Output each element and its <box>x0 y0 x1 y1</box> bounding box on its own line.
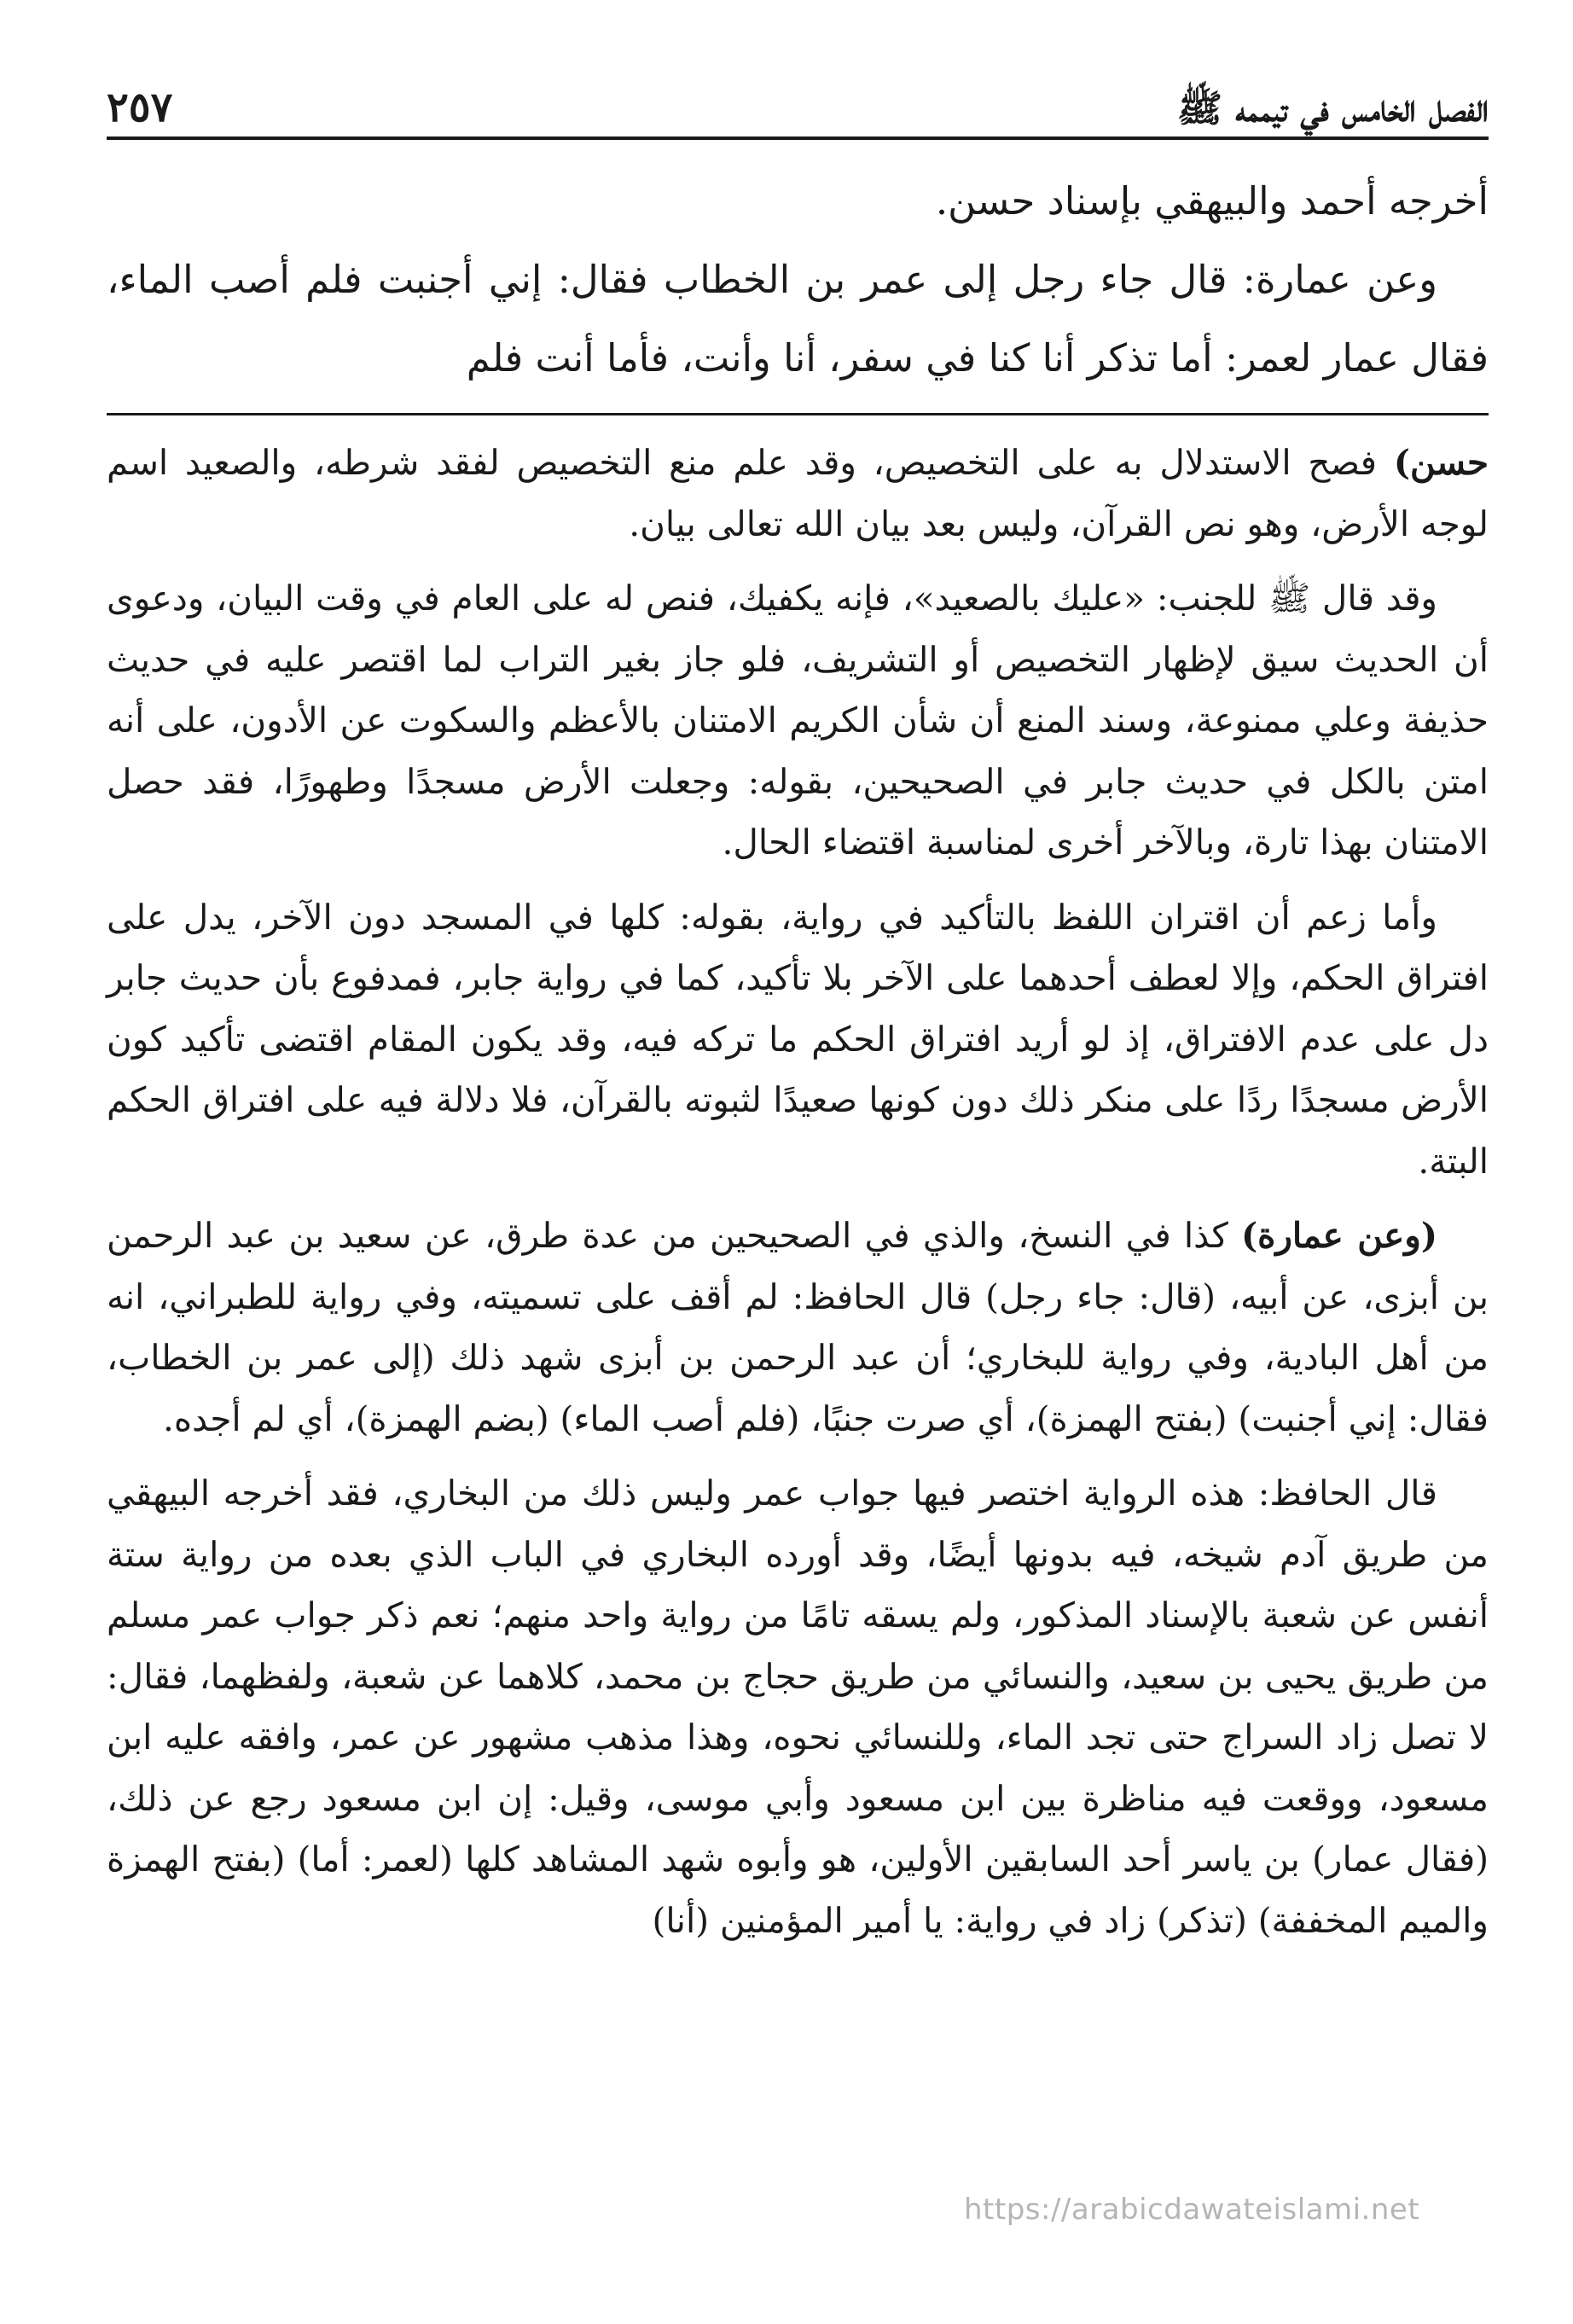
commentary-lead: حسن) <box>1393 442 1489 483</box>
book-page <box>107 60 1489 1965</box>
footnote-separator <box>107 413 1489 415</box>
main-paragraph: وعن عمارة: قال جاء رجل إلى عمر بن الخطاب فقال: إني أجنبت فلم أصب الماء، فقال عمار لعمر: أما تذكر أنا كنا في سفر، أنا وأنت، فأما أنت فلم <box>107 257 1489 381</box>
main-text <box>107 162 1489 398</box>
commentary-text: قال الحافظ: هذه الرواية اختصر فيها جواب عمر وليس ذلك من البخاري، فقد أخرجه البيهقي من طريق آدم شيخه، فيه بدونها أيضًا، وقد أورده البخاري في الباب الذي بعده من رواية ستة أنفس عن شعبة بالإسناد المذكور، ولم يسقه تامًا من رواية واحد منهم؛ نعم ذكر جواب عمر مسلم من طريق يحيى بن سعيد، والنسائي من طريق حجاج بن محمد، كلاهما عن شعبة، ولفظهما، فقال: لا تصل زاد السراج حتى تجد الماء، وللنسائي نحوه، وهذا مذهب مشهور عن عمر، وافقه عليه ابن مسعود، ووقعت فيه مناظرة بين ابن مسعود وأبي موسى، وقيل: إن ابن مسعود رجع عن ذلك، (فقال عمار) بن ياسر أحد السابقين الأولين، هو وأبوه شهد المشاهد كلها (لعمر: أما) (بفتح الهمزة والميم المخففة) (تذكر) زاد في رواية: يا أمير المؤمنين (أنا) <box>107 1473 1489 1941</box>
commentary-paragraph <box>107 1206 1489 1450</box>
main-paragraph: أخرجه أحمد والبيهقي بإسناد حسن. <box>935 178 1489 224</box>
chapter-title: الفصل الخامس في تيممه ﷺ <box>1176 87 1489 131</box>
commentary-text: كذا في النسخ، والذي في الصحيحين من عدة طرق، عن سعيد بن عبد الرحمن بن أبزى، عن أبيه، (قال: جاء رجل) قال الحافظ: لم أقف على تسميته، وفي رواية للطبراني، انه من أهل البادية، وفي رواية للبخاري؛ أن عبد الرحمن بن أبزى شهد ذلك (إلى عمر بن الخطاب، فقال: إني أجنبت) (بفتح الهمزة)، أي صرت جنبًا، (فلم أصب الماء) (بضم الهمزة)، أي لم أجده. <box>107 1215 1489 1439</box>
commentary-paragraph <box>107 433 1489 555</box>
commentary-paragraph <box>107 1463 1489 1951</box>
commentary-paragraph <box>107 568 1489 874</box>
commentary-lead: (وعن عمارة) <box>1240 1215 1437 1256</box>
watermark-url: https://arabicdawateislami.net <box>964 2193 1420 2227</box>
page-number: ٢٥٧ <box>107 84 173 131</box>
commentary-text: وقد قال ﷺ للجنب: «عليك بالصعيد»، فإنه يكفيك، فنص له على العام في وقت البيان، ودعوى أن الحديث سيق لإظهار التخصيص أو التشريف، فلو جاز بغير التراب لما اقتصر عليه في حديث حذيفة وعلي ممنوعة، وسند المنع أن شأن الكريم الامتنان بالأعظم والسكوت عن الأدون، على أنه امتن بالكل في حديث جابر في الصحيحين، بقوله: وجعلت الأرض مسجدًا وطهورًا، فقد حصل الامتنان بهذا تارة، وبالآخر أخرى لمناسبة اقتضاء الحال. <box>107 578 1489 863</box>
page-header <box>107 60 1489 140</box>
commentary-text: وأما زعم أن اقتران اللفظ بالتأكيد في رواية، بقوله: كلها في المسجد دون الآخر، يدل على افتراق الحكم، وإلا لعطف أحدهما على الآخر بلا تأكيد، كما في رواية جابر، فمدفوع بأن حديث جابر دل على عدم الافتراق، إذ لو أريد افتراق الحكم ما تركه فيه، وقد يكون المقام اقتضى تأكيد كون الأرض مسجدًا ردًا على منكر ذلك دون كونها صعيدًا لثبوته بالقرآن، فلا دلالة فيه على افتراق الحكم البتة. <box>107 896 1489 1182</box>
commentary-section <box>107 433 1489 1951</box>
commentary-paragraph <box>107 887 1489 1193</box>
commentary-text: فصح الاستدلال به على التخصيص، وقد علم منع التخصيص لفقد شرطه، والصعيد اسم لوجه الأرض، وهو نص القرآن، وليس بعد بيان الله تعالى بيان. <box>107 442 1489 544</box>
